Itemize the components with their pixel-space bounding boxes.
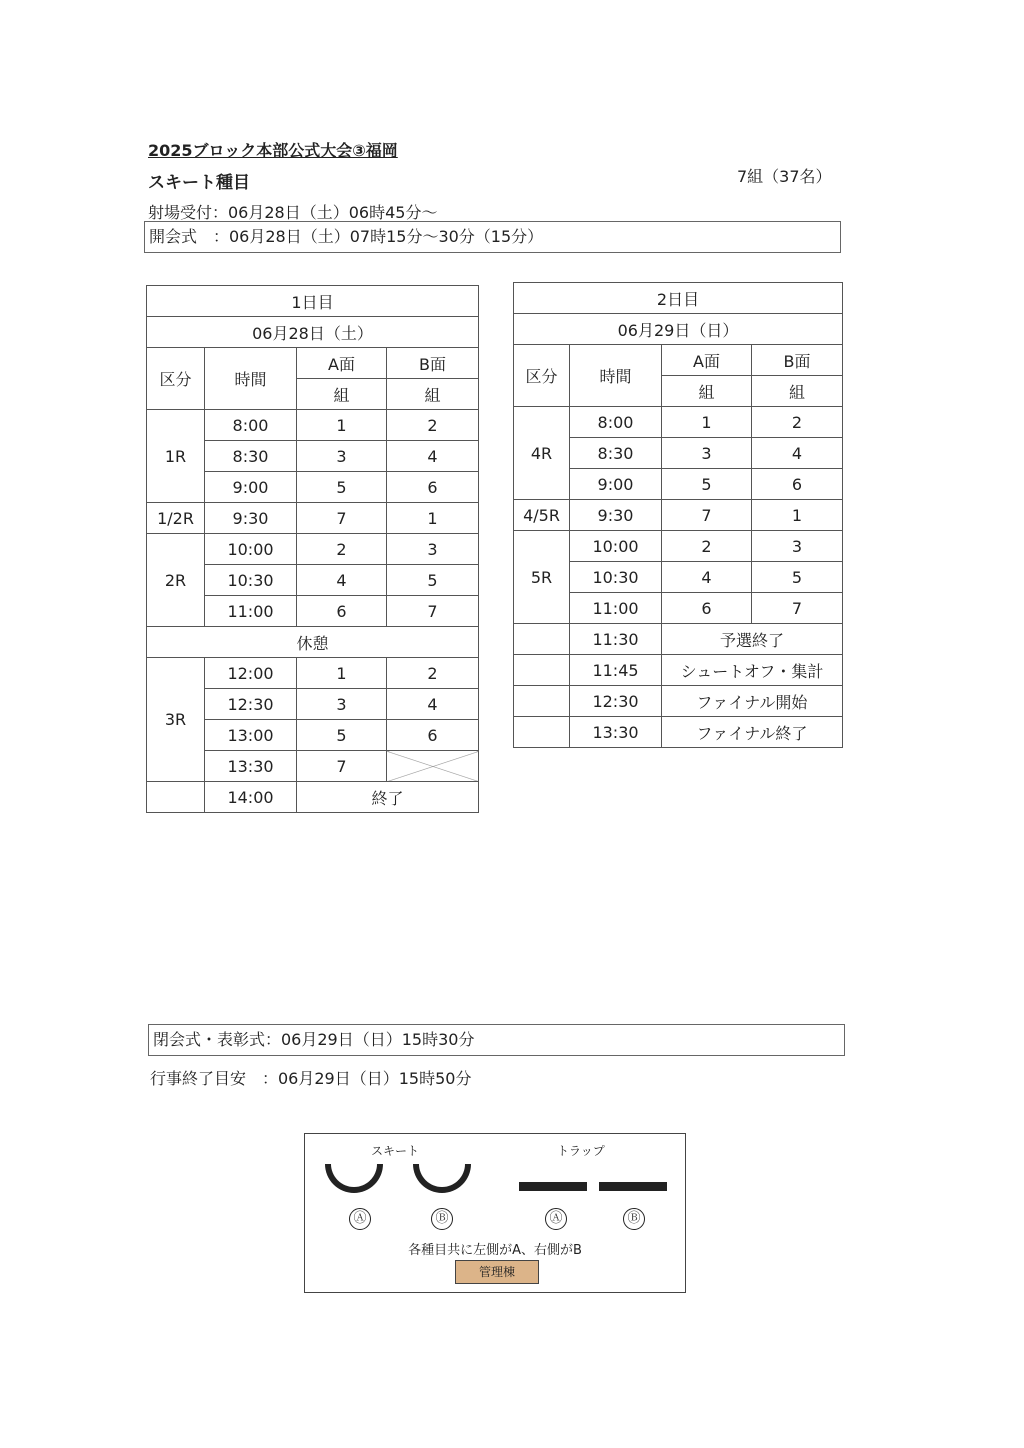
marker-a-icon: Ⓐ <box>545 1208 567 1230</box>
b-group-cell: 1 <box>387 503 479 534</box>
event-label: シュートオフ・集計 <box>662 655 843 686</box>
time-cell: 10:30 <box>205 565 297 596</box>
round-label: 1R <box>147 410 205 503</box>
day2-label: 2日目 <box>514 283 843 314</box>
b-group-cell: 7 <box>387 596 479 627</box>
table-row <box>147 658 479 689</box>
a-group-cell: 3 <box>297 689 387 720</box>
b-group-cell: 2 <box>387 410 479 441</box>
col-a-side: A面 <box>662 345 752 376</box>
event-label: ファイナル開始 <box>662 686 843 717</box>
b-group-cell: 6 <box>387 472 479 503</box>
time-cell: 10:00 <box>205 534 297 565</box>
range-layout-legend <box>304 1133 686 1293</box>
round-label: 2R <box>147 534 205 627</box>
b-group-cell: 5 <box>752 562 843 593</box>
time-cell: 11:45 <box>570 655 662 686</box>
blank-division-cell <box>514 624 570 655</box>
a-group-cell: 3 <box>297 441 387 472</box>
table-row <box>514 407 843 438</box>
col-a-group: 組 <box>297 379 387 410</box>
end-label: 終了 <box>297 782 479 813</box>
col-a-group: 組 <box>662 376 752 407</box>
day2-schedule-table <box>513 282 843 748</box>
table-row <box>147 534 479 565</box>
time-cell: 9:30 <box>205 503 297 534</box>
a-group-cell: 1 <box>662 407 752 438</box>
page-title: 2025ブロック本部公式大会③福岡 <box>148 141 398 160</box>
a-group-cell: 1 <box>297 658 387 689</box>
table-row <box>514 500 843 531</box>
reception-line: 射場受付：06月28日（土）06時45分～ <box>148 203 438 222</box>
col-b-group: 組 <box>387 379 479 410</box>
a-group-cell: 2 <box>297 534 387 565</box>
day1-label: 1日目 <box>147 286 479 317</box>
b-group-cell: 5 <box>387 565 479 596</box>
col-time: 時間 <box>205 348 297 410</box>
b-group-cell: 3 <box>752 531 843 562</box>
a-group-cell: 7 <box>297 751 387 782</box>
round-label: 3R <box>147 658 205 782</box>
col-b-group: 組 <box>752 376 843 407</box>
opening-line: 開会式 ：06月28日（土）07時15分～30分（15分） <box>144 221 841 253</box>
b-group-cell: 3 <box>387 534 479 565</box>
b-group-cell: 6 <box>387 720 479 751</box>
skeet-b-field-icon <box>413 1164 471 1193</box>
round-label: 5R <box>514 531 570 624</box>
marker-b-icon: Ⓑ <box>623 1208 645 1230</box>
col-a-side: A面 <box>297 348 387 379</box>
time-cell: 9:00 <box>205 472 297 503</box>
time-cell: 8:00 <box>570 407 662 438</box>
trap-label: トラップ <box>557 1144 605 1158</box>
marker-b-icon: Ⓑ <box>431 1208 453 1230</box>
time-cell: 12:00 <box>205 658 297 689</box>
blank-division-cell <box>514 686 570 717</box>
trap-a-field-icon <box>519 1182 587 1191</box>
day1-schedule-table <box>146 285 479 813</box>
table-row <box>514 717 843 748</box>
a-group-cell: 6 <box>297 596 387 627</box>
col-b-side: B面 <box>387 348 479 379</box>
b-group-cell: 4 <box>752 438 843 469</box>
round-label: 4/5R <box>514 500 570 531</box>
empty-cell-crossed <box>387 751 479 782</box>
time-cell: 10:00 <box>570 531 662 562</box>
a-group-cell: 3 <box>662 438 752 469</box>
round-label: 1/2R <box>147 503 205 534</box>
time-cell: 11:00 <box>205 596 297 627</box>
time-cell: 9:30 <box>570 500 662 531</box>
table-row <box>514 686 843 717</box>
time-cell: 8:00 <box>205 410 297 441</box>
time-cell: 9:00 <box>570 469 662 500</box>
table-row <box>514 531 843 562</box>
skeet-label: スキート <box>371 1144 420 1158</box>
col-time: 時間 <box>570 345 662 407</box>
col-division: 区分 <box>147 348 205 410</box>
table-row <box>147 503 479 534</box>
b-group-cell: 6 <box>752 469 843 500</box>
break-row: 休憩 <box>147 627 479 658</box>
col-division: 区分 <box>514 345 570 407</box>
legend-note: 各種目共に左側がA、右側がB <box>408 1243 582 1258</box>
a-group-cell: 5 <box>297 720 387 751</box>
time-cell: 8:30 <box>570 438 662 469</box>
b-group-cell: 7 <box>752 593 843 624</box>
table-row <box>514 655 843 686</box>
event-label: 予選終了 <box>662 624 843 655</box>
a-group-cell: 4 <box>662 562 752 593</box>
end-estimate-line: 行事終了目安 ：06月29日（日）15時50分 <box>150 1069 472 1088</box>
table-row <box>147 782 479 813</box>
table-row <box>514 624 843 655</box>
b-group-cell: 4 <box>387 441 479 472</box>
time-cell: 13:00 <box>205 720 297 751</box>
blank-division-cell <box>514 655 570 686</box>
closing-ceremony-line: 閉会式・表彰式：06月29日（日）15時30分 <box>148 1024 845 1056</box>
day2-date: 06月29日（日） <box>514 314 843 345</box>
time-cell: 12:30 <box>570 686 662 717</box>
a-group-cell: 5 <box>297 472 387 503</box>
management-building: 管理棟 <box>455 1260 539 1284</box>
time-cell: 10:30 <box>570 562 662 593</box>
marker-a-icon: Ⓐ <box>349 1208 371 1230</box>
time-cell: 11:00 <box>570 593 662 624</box>
table-row <box>147 410 479 441</box>
b-group-cell: 1 <box>752 500 843 531</box>
time-cell: 14:00 <box>205 782 297 813</box>
a-group-cell: 2 <box>662 531 752 562</box>
col-b-side: B面 <box>752 345 843 376</box>
event-label: ファイナル終了 <box>662 717 843 748</box>
b-group-cell: 4 <box>387 689 479 720</box>
a-group-cell: 4 <box>297 565 387 596</box>
a-group-cell: 7 <box>297 503 387 534</box>
event-subtitle: スキート種目 <box>148 173 250 193</box>
a-group-cell: 1 <box>297 410 387 441</box>
a-group-cell: 5 <box>662 469 752 500</box>
time-cell: 13:30 <box>205 751 297 782</box>
blank-division-cell <box>147 782 205 813</box>
b-group-cell: 2 <box>387 658 479 689</box>
blank-division-cell <box>514 717 570 748</box>
a-group-cell: 6 <box>662 593 752 624</box>
round-label: 4R <box>514 407 570 500</box>
group-count: 7組（37名） <box>737 167 832 186</box>
a-group-cell: 7 <box>662 500 752 531</box>
time-cell: 8:30 <box>205 441 297 472</box>
time-cell: 11:30 <box>570 624 662 655</box>
skeet-a-field-icon <box>325 1164 383 1193</box>
trap-b-field-icon <box>599 1182 667 1191</box>
day1-date: 06月28日（土） <box>147 317 479 348</box>
time-cell: 13:30 <box>570 717 662 748</box>
b-group-cell: 2 <box>752 407 843 438</box>
time-cell: 12:30 <box>205 689 297 720</box>
